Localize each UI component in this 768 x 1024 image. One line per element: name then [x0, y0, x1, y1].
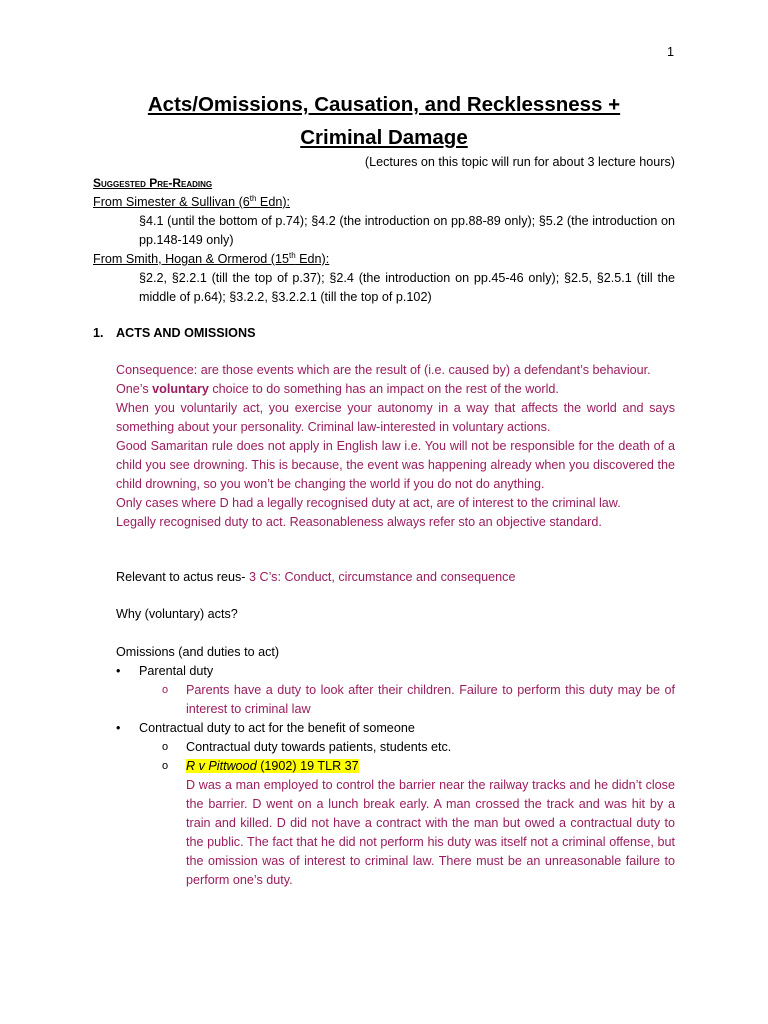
title-line-2: Criminal Damage [300, 126, 468, 149]
section-heading-acts-omissions: 1. ACTS AND OMISSIONS [93, 326, 256, 340]
duties-list [93, 662, 675, 890]
pre-reading-heading: Suggested Pre-Reading [93, 176, 213, 190]
page-number: 1 [666, 45, 674, 59]
document-title [93, 88, 675, 154]
case-citation-highlight: R v Pittwood (1902) 19 TLR 37 [186, 759, 359, 773]
note-legal-duty: Only cases where D had a legally recognised duty at act, are of interest to the criminal law. [116, 496, 621, 510]
reading-source-smith-hogan: From Smith, Hogan & Ormerod (15th Edn): [93, 250, 330, 266]
note-reasonableness: Legally recognised duty to act. Reasonableness always refer sto an objective standard. [116, 515, 602, 529]
note-autonomy: When you voluntarily act, you exercise your autonomy in a way that affects the world and says something about your personality. Criminal law-interested in voluntary actions. [116, 401, 675, 434]
relevant-actus-reus: Relevant to actus reus- 3 C’s: Conduct, circumstance and consequence [116, 570, 516, 584]
pre-reading-section [93, 174, 675, 307]
list-subitem-contractual-patients: o Contractual duty towards patients, students etc. [162, 740, 452, 754]
lecture-notes-acts [116, 361, 675, 532]
list-subitem-parental-duty: o Parents have a duty to look after their children. Failure to perform this duty may be of interest to criminal law [162, 683, 675, 716]
reading-items-simester: §4.1 (until the bottom of p.74); §4.2 (the introduction on pp.88-89 only); §5.2 (the introduction on pp.148-149 only) [139, 214, 675, 247]
title-line-1: Acts/Omissions, Causation, and Recklessness + [147, 93, 621, 116]
why-voluntary-acts: Why (voluntary) acts? [116, 607, 238, 621]
note-good-samaritan: Good Samaritan rule does not apply in English law i.e. You will not be responsible for the death of a child you see drowning. This is because, the event was happening already when you discovered the child drowning, so you won’t be changing the world if you do not do anything. [116, 439, 675, 491]
list-subitem-pittwood-case: o R v Pittwood (1902) 19 TLR 37 [162, 759, 359, 773]
list-item-contractual-duty: • Contractual duty to act for the benefit of someone [116, 721, 415, 735]
note-consequence: Consequence: are those events which are the result of (i.e. caused by) a defendant’s behaviour. [116, 363, 651, 377]
reading-items-smith-hogan: §2.2, §2.2.1 (till the top of p.37); §2.4 (the introduction on pp.45-46 only); §2.5, §2.5.1 (till the middle of p.64); §3.2.2, §3.2.2.1 (till the top of p.102) [139, 271, 675, 304]
pittwood-case-notes: D was a man employed to control the barrier near the railway tracks and he didn’t close the barrier. D went on a lunch break early. A man crossed the track and was hit by a train and killed. D did not have a contract with the man but owed a contractual duty to the public. The fact that he did not perform his duty was itself not a criminal offense, but the omission was of interest to criminal law. There must be an unreasonable failure to perform one’s duty. [186, 778, 675, 887]
reading-source-simester: From Simester & Sullivan (6th Edn): [93, 193, 291, 209]
omissions-heading: Omissions (and duties to act) [116, 645, 280, 659]
lecture-duration-note: (Lectures on this topic will run for about 3 lecture hours) [364, 155, 675, 169]
note-voluntary: One’s voluntary choice to do something has an impact on the rest of the world. [116, 382, 559, 396]
list-item-parental-duty: • Parental duty [116, 664, 214, 678]
